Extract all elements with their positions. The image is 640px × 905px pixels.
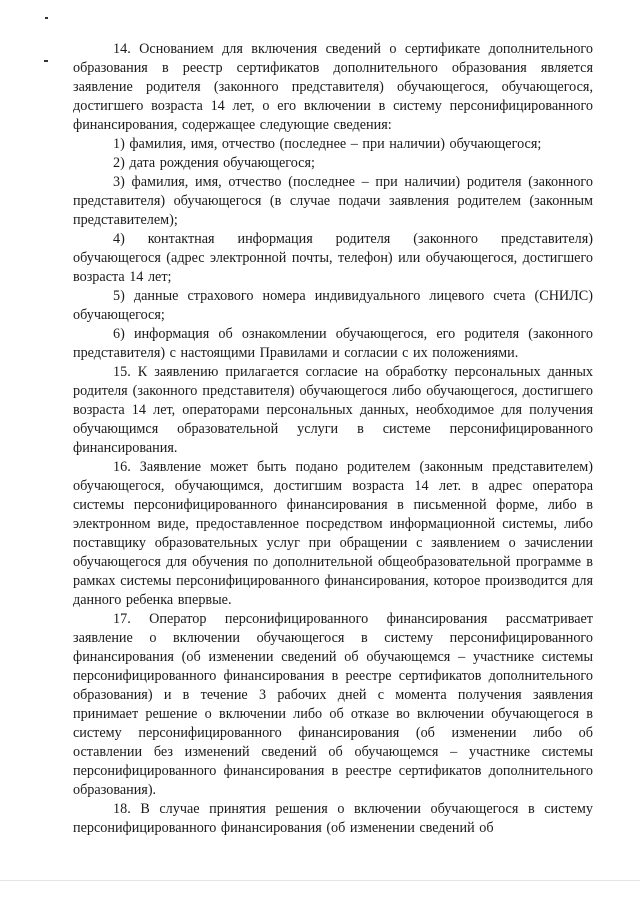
scan-speck bbox=[45, 17, 48, 19]
list-item-4: 4) контактная информация родителя (законного представителя) обучающегося (адрес электронной почты, телефон) или обучающегося, достигшего возраста 14 лет; bbox=[73, 231, 593, 285]
list-item-3: 3) фамилия, имя, отчество (последнее – при наличии) родителя (законного представителя) обучающегося (в случае подачи заявления родителем (законным представителем); bbox=[73, 174, 593, 228]
list-item-5: 5) данные страхового номера индивидуального лицевого счета (СНИЛС) обучающегося; bbox=[73, 288, 593, 323]
scan-speck bbox=[44, 60, 48, 62]
paragraph-15: 15. К заявлению прилагается согласие на обработку персональных данных родителя (законного представителя) обучающегося либо обучающегося, достигшего возраста 14 лет, операторами персональных данных, необходимое для получения обучающимся образовательной услуги в системе персонифицированного финансирования. bbox=[73, 364, 593, 456]
document-body bbox=[73, 40, 593, 838]
scan-edge-line bbox=[0, 880, 640, 881]
list-item-6: 6) информация об ознакомлении обучающегося, его родителя (законного представителя) с настоящими Правилами и согласии с их положениями. bbox=[73, 326, 593, 361]
paragraph-17: 17. Оператор персонифицированного финансирования рассматривает заявление о включении обучающегося в систему персонифицированного финансирования (об изменении сведений об обучающемся – участнике системы персонифицированного финансирования в реестре сертификатов дополнительного образования) и в течение 3 рабочих дней с момента получения заявления принимает решение о включении либо об отказе во включении обучающегося в систему персонифицированного финансирования (об изменении либо об оставлении без изменений сведений об обучающемся – участнике системы персонифицированного финансирования в реестре сертификатов дополнительного образования). bbox=[73, 611, 593, 798]
paragraph-18: 18. В случае принятия решения о включении обучающегося в систему персонифицированного финансирования (об изменении сведений об bbox=[73, 801, 593, 836]
list-item-2: 2) дата рождения обучающегося; bbox=[113, 155, 315, 171]
paragraph-14: 14. Основанием для включения сведений о сертификате дополнительного образования в реестр сертификатов дополнительного образования является заявление родителя (законного представителя) обучающегося, обучающегося, достигшего возраста 14 лет, о его включении в систему персонифицированного финансирования, содержащее следующие сведения: bbox=[73, 41, 593, 133]
paragraph-16: 16. Заявление может быть подано родителем (законным представителем) обучающегося, обучающимся, достигшим возраста 14 лет. в адрес оператора системы персонифицированного финансирования в письменной форме, либо в электронном виде, предоставленное посредством информационной системы, либо поставщику образовательных услуг при обращении с заявлением о зачислении обучающегося для обучения по дополнительной общеобразовательной программе в рамках системы персонифицированного финансирования, которое производится для данного ребенка впервые. bbox=[73, 459, 593, 608]
list-item-1: 1) фамилия, имя, отчество (последнее – при наличии) обучающегося; bbox=[113, 136, 542, 152]
